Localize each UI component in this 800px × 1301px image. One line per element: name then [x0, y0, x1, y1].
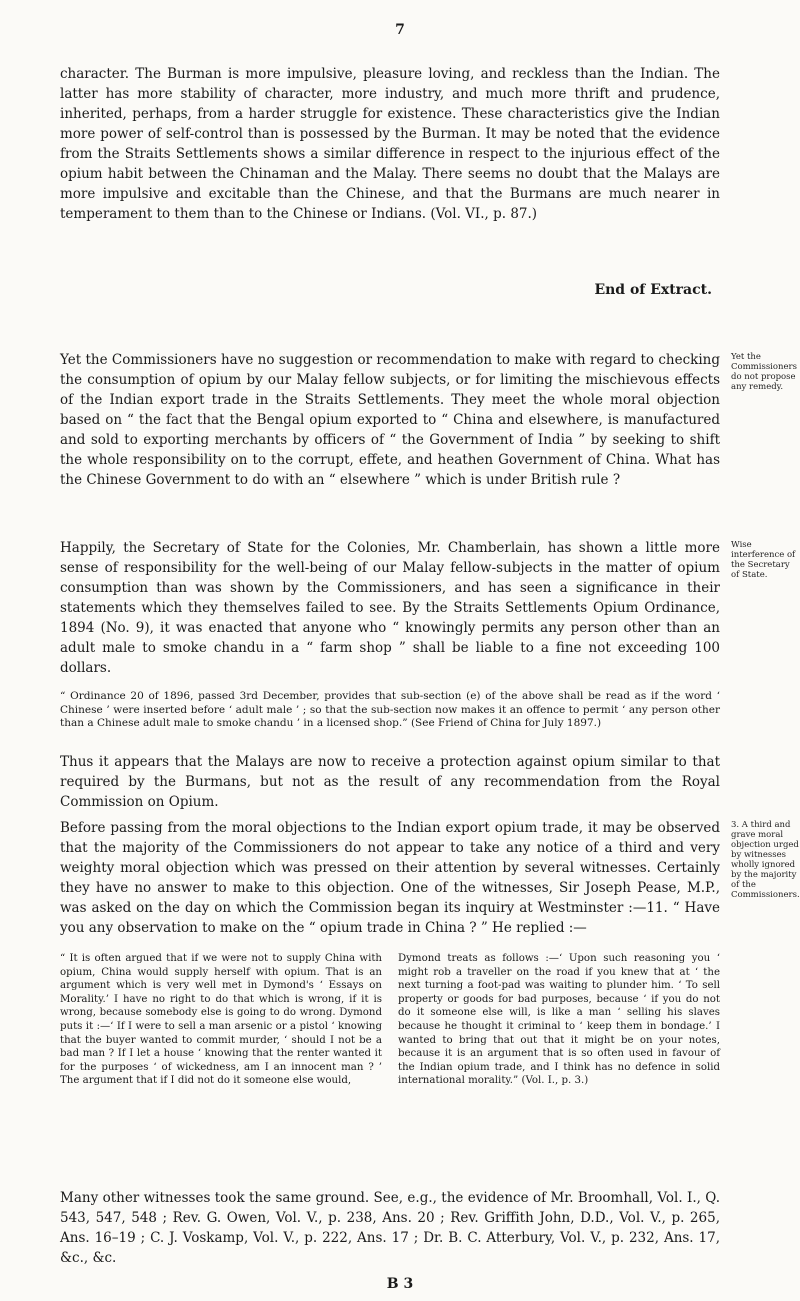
footnote-ordinance: “ Ordinance 20 of 1896, passed 3rd December, provides that sub-section (e) of the above shall be read as if the word ‘ Chinese ’ were inserted before ‘ adult male ’ ; so that the sub-section now makes it an offence to permit ‘ any person other than a Chinese adult male to smoke chandu ’ in a licensed shop.” (See Friend of China for July 1897.): [60, 690, 720, 729]
paragraph-protection: Thus it appears that the Malays are now to receive a protection against opium similar to that required by the Burmans, but not as the result of any recommendation from the Royal Commission on Opium.: [60, 754, 720, 810]
end-of-extract: End of Extract.: [594, 282, 712, 298]
margin-note-secretary: Wise interference of the Secretary of State.: [731, 540, 796, 580]
page-number: 7: [395, 22, 405, 38]
margin-note-no-remedy: Yet the Commissioners do not propose any remedy.: [731, 352, 797, 392]
paragraph-commissioners: Yet the Commissioners have no suggestion or recommendation to make with regard to checking the consumption of opium by our Malay fellow subjects, or for limiting the mischievous effects of the Indian export trade in the Straits Settlements. They meet the whole moral objection based on “ the fact that the Bengal opium exported to “ China and elsewhere, is manufactured and sold to exporting merchants by officers of “ the Government of India ” by seeking to shift the whole responsibility on to the corrupt, effete, and heathen Government of China. What has the Chinese Government to do with an “ elsewhere ” which is under British rule ?: [60, 352, 720, 488]
signature-mark: B 3: [386, 1276, 414, 1292]
paragraph-burman: character. The Burman is more impulsive, pleasure loving, and reckless than the Indian. The latter has more stability of character, more industry, and much more thrift and prudence, inherited, perhaps, from a harder struggle for existence. These characteristics give the Indian more power of self-control than is possessed by the Burman. It may be noted that the evidence from the Straits Settlements shows a similar difference in respect to the injurious effect of the opium habit between the Chinaman and the Malay. There seems no doubt that the Malays are more impulsive and excitable than the Chinese, and that the Burmans are much nearer in temperament to them than to the Chinese or Indians. (Vol. VI., p. 87.): [60, 66, 720, 222]
quotation-left-column: “ It is often argued that if we were not to supply China with opium, China would supply herself with opium. That is an argument which is very well met in Dymond's ‘ Essays on Morality.’ I have no right to do that which is wrong, if it is wrong, because somebody else is going to do wrong. Dymond puts it :—‘ If I were to sell a man arsenic or a pistol ‘ knowing that the buyer wanted to commit murder, ‘ should I not be a bad man ? If I let a house ‘ knowing that the renter wanted it for the purposes ‘ of wickedness, am I an innocent man ? ’ The argument that if I did not do it someone else would,: [60, 953, 382, 1087]
margin-note-third-objection: 3. A third and grave moral objection urged by witnesses wholly ignored by the majority of the Commissioners.: [731, 820, 800, 900]
paragraph-other-witnesses: Many other witnesses took the same ground. See, e.g., the evidence of Mr. Broomhall, Vol. I., Q. 543, 547, 548 ; Rev. G. Owen, Vol. V., p. 238, Ans. 20 ; Rev. Griffith John, D.D., Vol. V., p. 265, Ans. 16–19 ; C. J. Voskamp, Vol. V., p. 222, Ans. 17 ; Dr. B. C. Atterbury, Vol. V., p. 232, Ans. 17, &c., &c.: [60, 1190, 720, 1266]
paragraph-secretary: Happily, the Secretary of State for the Colonies, Mr. Chamberlain, has shown a little more sense of responsibility for the well-being of our Malay fellow-subjects in the matter of opium consumption than was shown by the Commissioners, and has seen a significance in their statements which they themselves failed to see. By the Straits Settlements Opium Ordinance, 1894 (No. 9), it was enacted that anyone who “ knowingly permits any person other than an adult male to smoke chandu in a “ farm shop ” shall be liable to a fine not exceeding 100 dollars.: [60, 540, 720, 676]
quotation-columns: [60, 952, 720, 1088]
paragraph-third-objection: Before passing from the moral objections to the Indian export opium trade, it may be observed that the majority of the Commissioners do not appear to take any notice of a third and very weighty moral objection which was pressed on their attention by several witnesses. Certainly they have no answer to make to this objection. One of the witnesses, Sir Joseph Pease, M.P., was asked on the day on which the Commission began its inquiry at Westminster :—11. “ Have you any observation to make on the “ opium trade in China ? ” He replied :—: [60, 820, 720, 936]
quotation-right-column: Dymond treats as follows :—‘ Upon such reasoning you ‘ might rob a traveller on the road if you knew that at ‘ the next turning a foot-pad was waiting to plunder him. ‘ To sell property or goods for bad purposes, because ‘ if you do not do it someone else will, is like a man ‘ selling his slaves because he thought it criminal to ‘ keep them in bondage.’ I wanted to bring that out that it might be on your notes, because it is an argument that is so often used in favour of the Indian opium trade, and I think has no defence in solid international morality.” (Vol. I., p. 3.): [398, 953, 720, 1087]
